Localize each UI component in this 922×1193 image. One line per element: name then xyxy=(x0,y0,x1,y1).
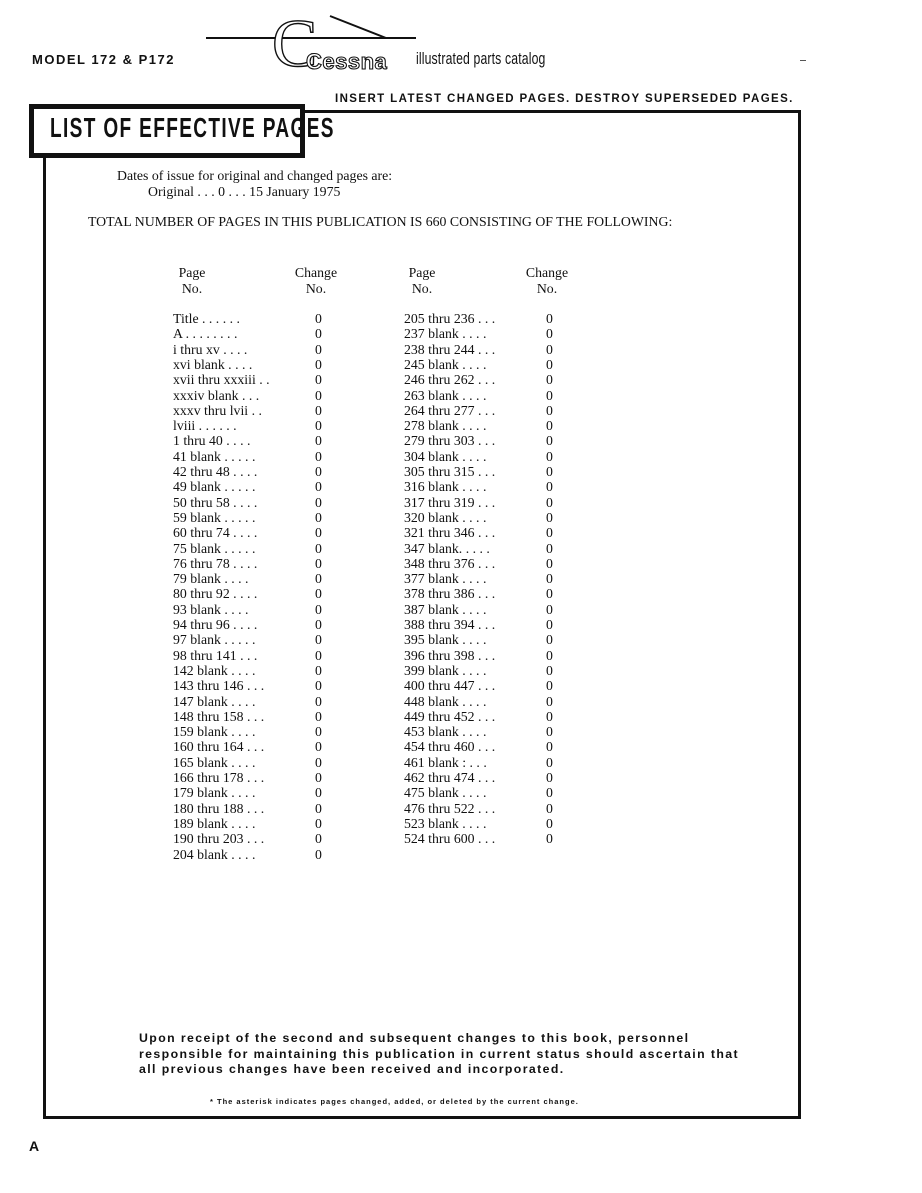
right-entry-change: 0 xyxy=(546,770,553,785)
right-entry-page: 264 thru 277 . . . xyxy=(404,402,496,418)
left-entry-change: 0 xyxy=(315,356,322,372)
left-entry-page: 60 thru 74 . . . . xyxy=(173,525,258,541)
right-entry-page: 238 thru 244 . . . xyxy=(404,341,496,357)
left-entry-page: 190 thru 203 . . . xyxy=(173,831,265,847)
right-entry-page: 453 blank . . . . xyxy=(404,724,487,740)
left-entry-page: 1 thru 40 . . . . xyxy=(173,433,251,449)
right-entry-change: 0 xyxy=(546,494,553,510)
left-entry-change: 0 xyxy=(315,693,322,709)
right-entry-change: 0 xyxy=(546,311,553,326)
left-entry-page: 189 blank . . . . xyxy=(173,815,256,831)
right-entry-page: 246 thru 262 . . . xyxy=(404,372,496,388)
right-entry-change: 0 xyxy=(546,662,553,678)
right-entry-page: 316 blank . . . . xyxy=(404,479,487,495)
left-entry-page: xvi blank . . . . xyxy=(173,356,253,372)
right-entry-page: 396 thru 398 . . . xyxy=(404,647,496,663)
left-entry-page: 179 blank . . . . xyxy=(173,785,256,801)
right-entry-page: 347 blank. . . . . xyxy=(404,540,490,556)
left-entry-page: 143 thru 146 . . . xyxy=(173,678,265,694)
right-entry-change: 0 xyxy=(546,418,553,434)
dates-intro: Dates of issue for original and changed pages are: xyxy=(117,168,393,183)
left-entry-change: 0 xyxy=(315,311,322,326)
left-entry-change: 0 xyxy=(315,647,322,663)
right-page-header: Page No. xyxy=(408,265,436,296)
right-entry-page: 320 blank . . . . xyxy=(404,509,487,525)
left-entry-page: 80 thru 92 . . . . xyxy=(173,586,258,602)
left-entry-page: 160 thru 164 . . . xyxy=(173,739,265,755)
right-entry-change: 0 xyxy=(546,800,553,816)
svg-text:C: C xyxy=(272,8,318,74)
asterisk-note: * The asterisk indicates pages changed, added, or deleted by the current change. xyxy=(210,1097,579,1106)
right-entry-page: 305 thru 315 . . . xyxy=(404,464,496,479)
insert-instruction: INSERT LATEST CHANGED PAGES. DESTROY SUPERSEDED PAGES. xyxy=(335,93,794,105)
left-entry-change: 0 xyxy=(315,846,322,862)
left-entry-page: lviii . . . . . . xyxy=(173,418,237,434)
left-entry-page: xxxiv blank . . . xyxy=(173,387,260,403)
left-entry-page: i thru xv . . . . xyxy=(173,341,248,357)
left-entry-change: 0 xyxy=(315,372,322,388)
right-entry-page: 321 thru 346 . . . xyxy=(404,525,496,541)
left-entry-page: 49 blank . . . . . xyxy=(173,479,256,495)
left-entry-page: 75 blank . . . . . xyxy=(173,540,256,556)
right-entry-page: 304 blank . . . . xyxy=(404,448,487,464)
left-entry-change: 0 xyxy=(315,586,322,602)
left-entry-change: 0 xyxy=(315,341,322,357)
right-entry-change: 0 xyxy=(546,402,553,418)
right-entry-page: 278 blank . . . . xyxy=(404,418,487,434)
right-entry-change: 0 xyxy=(546,448,553,464)
left-entry-page: 94 thru 96 . . . . xyxy=(173,617,258,632)
right-entry-change: 0 xyxy=(546,647,553,663)
right-entry-change: 0 xyxy=(546,831,553,847)
right-entry-page: 279 thru 303 . . . xyxy=(404,433,496,449)
left-entry-change: 0 xyxy=(315,326,322,342)
left-entry-page: 59 blank . . . . . xyxy=(173,509,256,525)
right-entry-page: 475 blank . . . . xyxy=(404,785,487,801)
original-issue-line: Original . . . 0 . . . 15 January 1975 xyxy=(148,184,341,199)
left-entry-page: Title . . . . . . xyxy=(173,311,240,326)
cessna-logo xyxy=(272,8,402,74)
right-entry-page: 388 thru 394 . . . xyxy=(404,617,496,632)
right-entry-change: 0 xyxy=(546,555,553,571)
left-entry-page: 41 blank . . . . . xyxy=(173,448,256,464)
right-entry-page: 317 thru 319 . . . xyxy=(404,494,496,510)
right-entry-change: 0 xyxy=(546,341,553,357)
left-entry-change: 0 xyxy=(315,555,322,571)
right-entry-change: 0 xyxy=(546,356,553,372)
right-entry-page: 205 thru 236 . . . xyxy=(404,311,496,326)
right-entry-change: 0 xyxy=(546,739,553,755)
left-entry-change: 0 xyxy=(315,770,322,785)
right-entry-change: 0 xyxy=(546,754,553,770)
right-entry-change: 0 xyxy=(546,326,553,342)
right-entry-change: 0 xyxy=(546,617,553,632)
right-entry-page: 378 thru 386 . . . xyxy=(404,586,496,602)
right-entry-page: 449 thru 452 . . . xyxy=(404,708,496,724)
left-entry-change: 0 xyxy=(315,632,322,648)
left-entry-change: 0 xyxy=(315,448,322,464)
left-entry-change: 0 xyxy=(315,479,322,495)
right-entry-change: 0 xyxy=(546,632,553,648)
left-entry-page: 50 thru 58 . . . . xyxy=(173,494,258,510)
left-entry-page: 165 blank . . . . xyxy=(173,754,256,770)
left-entry-change: 0 xyxy=(315,509,322,525)
left-entry-change: 0 xyxy=(315,724,322,740)
right-change-header: Change No. xyxy=(525,265,569,296)
left-entry-change: 0 xyxy=(315,708,322,724)
model-label: MODEL 172 & P172 xyxy=(32,52,175,67)
right-entry-page: 454 thru 460 . . . xyxy=(404,739,496,755)
right-entry-page: 245 blank . . . . xyxy=(404,356,487,372)
right-entry-page: 395 blank . . . . xyxy=(404,632,487,648)
left-entry-change: 0 xyxy=(315,494,322,510)
page-number: A xyxy=(29,1138,40,1154)
right-entry-change: 0 xyxy=(546,433,553,449)
left-change-header: Change No. xyxy=(294,265,338,296)
right-entry-change: 0 xyxy=(546,464,553,479)
right-entry-change: 0 xyxy=(546,678,553,694)
right-entry-page: 448 blank . . . . xyxy=(404,693,487,709)
left-entry-change: 0 xyxy=(315,831,322,847)
right-entry-change: 0 xyxy=(546,693,553,709)
left-entry-page: 97 blank . . . . . xyxy=(173,632,256,648)
right-entry-page: 400 thru 447 . . . xyxy=(404,678,496,694)
svg-text:Cessna: Cessna xyxy=(306,49,388,74)
left-entry-change: 0 xyxy=(315,754,322,770)
right-entry-page: 476 thru 522 . . . xyxy=(404,800,496,816)
right-entry-page: 377 blank . . . . xyxy=(404,571,487,587)
left-entry-change: 0 xyxy=(315,815,322,831)
left-entry-change: 0 xyxy=(315,601,322,617)
left-entry-change: 0 xyxy=(315,785,322,801)
left-entry-page: 93 blank . . . . xyxy=(173,601,249,617)
maintenance-note: Upon receipt of the second and subsequent changes to this book, personnel responsible for maintaining this publication in current status should ascertain that all previous changes have been received and incorporated. xyxy=(139,1031,739,1076)
right-entry-change: 0 xyxy=(546,571,553,587)
left-entry-change: 0 xyxy=(315,800,322,816)
right-entry-change: 0 xyxy=(546,586,553,602)
left-entry-page: 98 thru 141 . . . xyxy=(173,647,258,663)
left-entry-change: 0 xyxy=(315,617,322,632)
left-entry-page: 159 blank . . . . xyxy=(173,724,256,740)
right-entry-change: 0 xyxy=(546,540,553,556)
right-entry-change: 0 xyxy=(546,785,553,801)
right-entry-change: 0 xyxy=(546,509,553,525)
right-entry-page: 461 blank : . . . xyxy=(404,754,487,770)
left-entry-page: 148 thru 158 . . . xyxy=(173,708,265,724)
left-entry-page: A . . . . . . . . xyxy=(173,326,238,342)
left-entry-page: 42 thru 48 . . . . xyxy=(173,464,258,479)
left-entry-change: 0 xyxy=(315,387,322,403)
right-entry-page: 348 thru 376 . . . xyxy=(404,555,496,571)
right-entry-page: 524 thru 600 . . . xyxy=(404,831,496,847)
total-pages-line: TOTAL NUMBER OF PAGES IN THIS PUBLICATION IS 660 CONSISTING OF THE FOLLOWING: xyxy=(88,214,673,229)
left-entry-page: xvii thru xxxiii . . xyxy=(173,372,270,388)
right-entry-page: 263 blank . . . . xyxy=(404,387,487,403)
right-entry-change: 0 xyxy=(546,815,553,831)
margin-mark xyxy=(800,60,806,61)
left-entry-change: 0 xyxy=(315,739,322,755)
left-entry-page: 142 blank . . . . xyxy=(173,662,256,678)
left-entry-page: 76 thru 78 . . . . xyxy=(173,555,258,571)
right-entry-page: 399 blank . . . . xyxy=(404,662,487,678)
right-entry-change: 0 xyxy=(546,708,553,724)
left-entry-page: 79 blank . . . . xyxy=(173,571,249,587)
left-entry-page: 147 blank . . . . xyxy=(173,693,256,709)
catalog-title: illustrated parts catalog xyxy=(416,49,546,68)
right-entry-change: 0 xyxy=(546,525,553,541)
left-entry-change: 0 xyxy=(315,678,322,694)
left-entry-change: 0 xyxy=(315,571,322,587)
left-entry-change: 0 xyxy=(315,418,322,434)
right-entry-change: 0 xyxy=(546,387,553,403)
left-entry-change: 0 xyxy=(315,464,322,479)
left-entry-change: 0 xyxy=(315,402,322,418)
left-entry-change: 0 xyxy=(315,433,322,449)
right-entry-change: 0 xyxy=(546,724,553,740)
left-entry-change: 0 xyxy=(315,540,322,556)
page-title: LIST OF EFFECTIVE PAGES xyxy=(50,112,335,143)
left-entry-change: 0 xyxy=(315,525,322,541)
right-entry-page: 387 blank . . . . xyxy=(404,601,487,617)
left-entry-page: 180 thru 188 . . . xyxy=(173,800,265,816)
right-entry-change: 0 xyxy=(546,372,553,388)
left-entry-page: xxxv thru lvii . . xyxy=(173,402,262,418)
right-entry-change: 0 xyxy=(546,601,553,617)
left-page-header: Page No. xyxy=(178,265,206,296)
left-entry-change: 0 xyxy=(315,662,322,678)
left-entry-page: 204 blank . . . . xyxy=(173,846,256,862)
left-entry-page: 166 thru 178 . . . xyxy=(173,770,265,785)
right-entry-page: 523 blank . . . . xyxy=(404,815,487,831)
right-entry-page: 237 blank . . . . xyxy=(404,326,487,342)
right-entry-change: 0 xyxy=(546,479,553,495)
right-entry-page: 462 thru 474 . . . xyxy=(404,770,496,785)
